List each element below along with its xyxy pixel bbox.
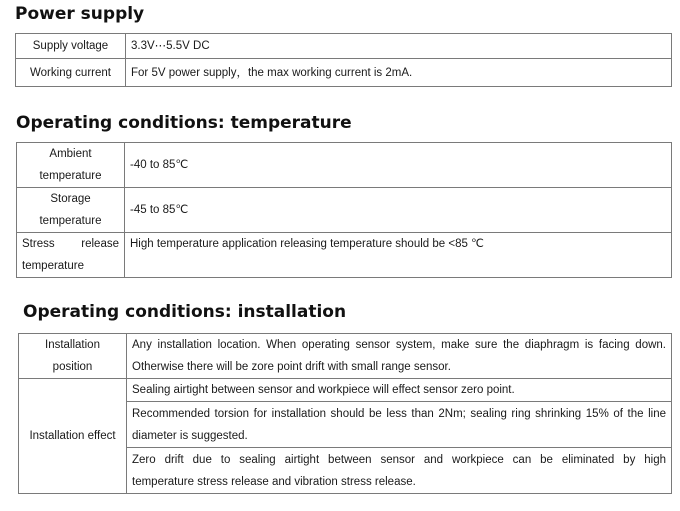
storage-temperature-label <box>17 188 125 233</box>
table-row <box>17 188 672 233</box>
label-line: Installation <box>45 339 100 351</box>
installation-effect-item <box>127 379 672 402</box>
installation-table <box>18 333 672 494</box>
label-line: Ambient <box>49 148 92 160</box>
installation-position-label <box>19 334 127 379</box>
label-line: position <box>52 361 93 373</box>
installation-effect-item <box>127 402 672 448</box>
value-line: Otherwise there will be zore point drift with small range sensor. <box>132 361 451 373</box>
label-line: temperature <box>22 260 85 272</box>
storage-temperature-value: -45 to 85℃ <box>125 188 672 233</box>
value-line: Any installation location. When operating sensor system, make sure the diaphragm is facing down. <box>132 339 666 351</box>
value-line: Zero drift due to sealing airtight between sensor and workpiece can be eliminated by high <box>132 453 666 466</box>
temperature-table <box>16 142 672 278</box>
label-line: Storage <box>50 193 91 205</box>
supply-voltage-label: Supply voltage <box>16 34 126 59</box>
working-current-label: Working current <box>16 59 126 87</box>
value-line: Sealing airtight between sensor and workpiece will effect sensor zero point. <box>132 384 515 396</box>
table-row <box>16 34 672 59</box>
working-current-value: For 5V power supply，the max working current is 2mA. <box>126 59 672 87</box>
table-row <box>16 59 672 87</box>
table-row <box>19 379 672 402</box>
value-line: Recommended torsion for installation should be less than 2Nm; sealing ring shrinking 15% of the line <box>132 407 666 420</box>
table-row <box>17 143 672 188</box>
ambient-temperature-value: -40 to 85℃ <box>125 143 672 188</box>
temperature-title: Operating conditions: temperature <box>16 113 352 133</box>
table-row <box>17 233 672 278</box>
value-line: diameter is suggested. <box>132 429 248 442</box>
stress-release-temperature-value: High temperature application releasing temperature should be <85 ℃ <box>125 233 672 278</box>
supply-voltage-value: 3.3V⋯5.5V DC <box>126 34 672 59</box>
stress-release-temperature-label <box>17 233 125 278</box>
installation-position-value <box>127 334 672 379</box>
installation-title: Operating conditions: installation <box>23 302 347 322</box>
label-line: Stress release <box>22 238 119 250</box>
label-line: temperature <box>39 170 102 182</box>
power-supply-title: Power supply <box>15 4 145 24</box>
table-row <box>19 334 672 379</box>
label-line: temperature <box>39 215 102 227</box>
value-line: temperature stress release and vibration stress release. <box>132 475 416 488</box>
installation-effect-item <box>127 448 672 494</box>
power-supply-table <box>15 33 672 87</box>
installation-effect-label: Installation effect <box>19 379 127 494</box>
ambient-temperature-label <box>17 143 125 188</box>
